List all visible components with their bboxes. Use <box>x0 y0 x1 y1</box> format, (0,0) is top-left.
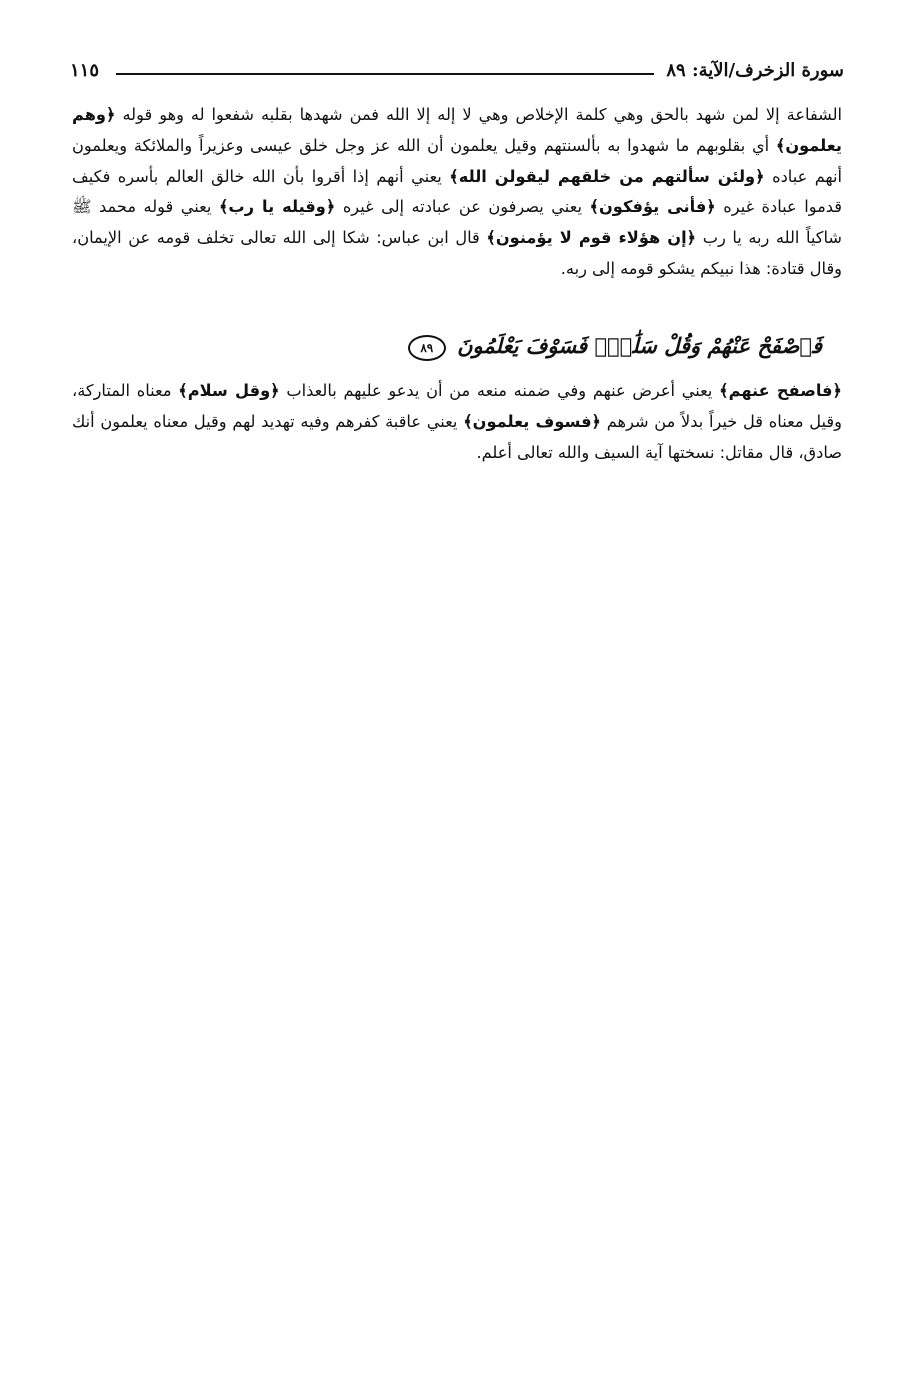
text-segment: يعني عاقبة كفرهم وفيه تهديد لهم وقيل معناه يعلمون أنك صادق، قال مقاتل: نسختها آية السيف والله تعالى أعلم. <box>72 411 842 462</box>
page-number: ١١٥ <box>70 60 100 81</box>
quran-quote: ﴿وقل سلام﴾ <box>178 381 280 400</box>
commentary-paragraph-1 <box>72 100 842 285</box>
quran-quote: ﴿إن هؤلاء قوم لا يؤمنون﴾ <box>486 228 697 248</box>
running-header <box>70 56 844 86</box>
text-segment: يعني قوله محمد ﷺ شاكياً الله ربه يا رب <box>72 197 842 248</box>
text-segment: قال ابن عباس: شكا إلى الله تعالى تخلف قومه عن الإيمان، وقال قتادة: هذا نبيكم يشكو قومه إلى ربه. <box>72 228 842 278</box>
text-segment: الشفاعة إلا لمن شهد بالحق وهي كلمة الإخلاص وهي لا إله إلا الله فمن شهدها بقلبه شفعوا له وهو قوله <box>115 105 842 124</box>
ayah-number-marker: ٨٩ <box>408 335 446 361</box>
quran-quote: ﴿فسوف يعلمون﴾ <box>463 411 602 431</box>
commentary-paragraph-2 <box>72 376 842 468</box>
quran-quote: ﴿فأنى يؤفكون﴾ <box>589 197 716 217</box>
paragraph-text <box>72 100 842 285</box>
verse-text: فَٱصْفَحْ عَنْهُمْ وَقُلْ سَلَٰمٌۚ فَسَوْفَ يَعْلَمُونَ <box>457 333 822 358</box>
text-segment: يعني أنهم إذا أقروا بأن الله خالق العالم بأسره فكيف قدموا عبادة غيره <box>72 166 842 217</box>
paragraph-text <box>72 376 842 468</box>
text-segment: أي بقلوبهم ما شهدوا به بألسنتهم وقيل يعلمون أن الله عز وجل خلق عيسى وعزيراً والملائكة ويعلمون أنهم عباده <box>72 135 842 186</box>
text-segment: معناه المتاركة، وقيل معناه قل خيراً بدلاً من شرهم <box>72 381 842 431</box>
quran-quote: ﴿ولئن سألتهم من خلقهم ليقولن الله﴾ <box>449 166 765 186</box>
text-segment: يعني يصرفون عن عبادته إلى غيره <box>335 197 590 217</box>
chapter-verse-title: سورة الزخرف/الآية: ٨٩ <box>666 60 844 81</box>
quran-quote: ﴿فاصفح عنهم﴾ <box>719 381 843 400</box>
quran-verse <box>408 324 822 368</box>
text-segment: يعني أعرض عنهم وفي ضمنه منعه من أن يدعو عليهم بالعذاب <box>279 381 720 400</box>
header-rule <box>116 73 654 75</box>
quran-quote: ﴿وهم يعلمون﴾ <box>72 105 842 155</box>
quran-quote: ﴿وقيله يا رب﴾ <box>218 197 336 217</box>
